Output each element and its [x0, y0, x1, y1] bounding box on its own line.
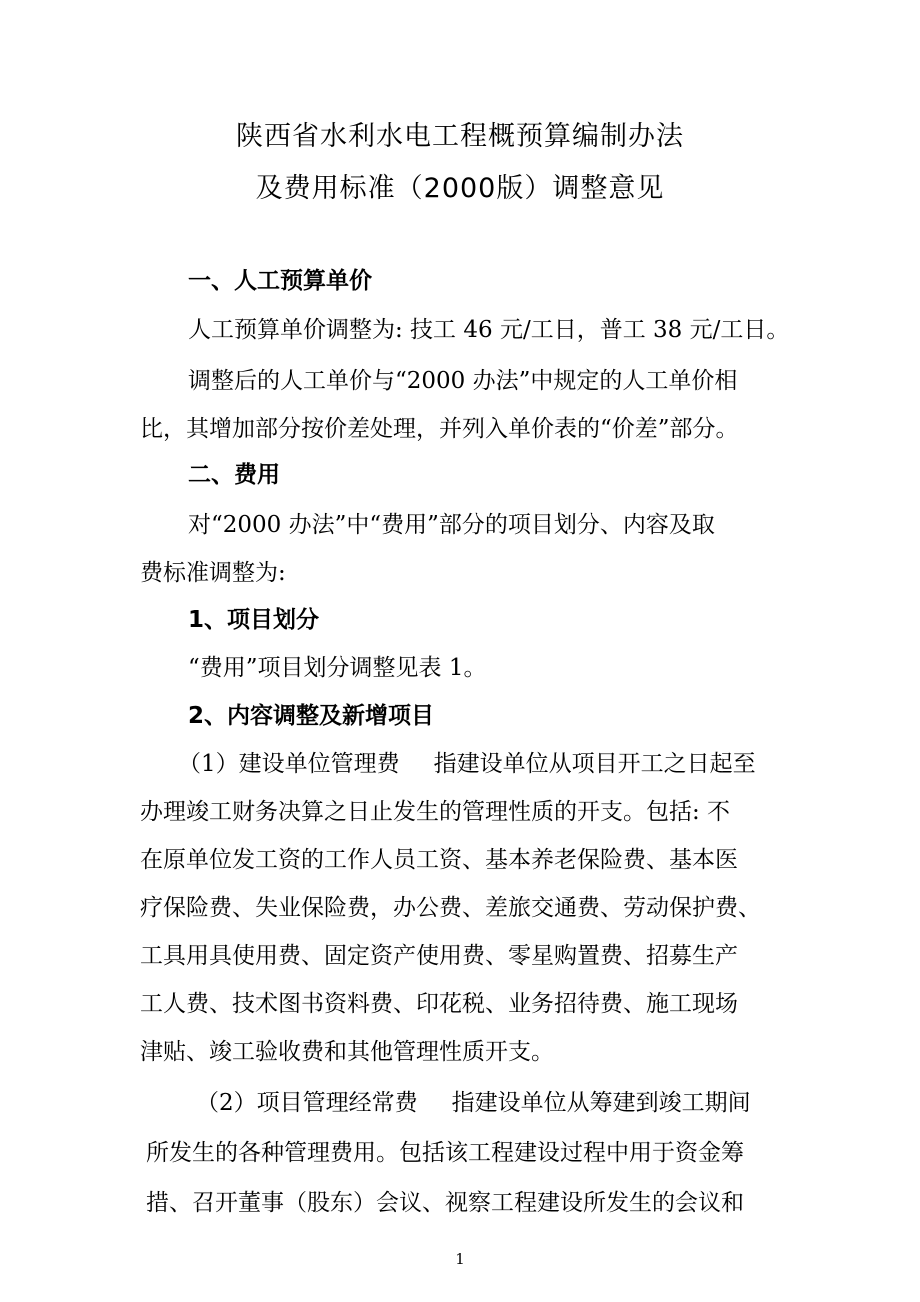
item-2-line-3: 措、召开董事（股东）会议、视察工程建设所发生的会议和 — [146, 1190, 744, 1216]
item-2-label: （2）项目管理经常费 — [196, 1090, 418, 1116]
item-2-line-1 — [196, 1088, 751, 1118]
paragraph-adjust-line-2: 比，其增加部分按价差处理，并列入单价表的“价差”部分。 — [140, 416, 739, 442]
item-1-line-2: 办理竣工财务决算之日止发生的管理性质的开支。包括: 不 — [140, 799, 731, 825]
subsection-heading-2: 2、内容调整及新增项目 — [188, 703, 435, 729]
section-heading-1: 一、人工预算单价 — [188, 268, 372, 294]
item-1-line-1 — [178, 749, 756, 779]
item-1-line-5: 工具用具使用费、固定资产使用费、零星购置费、招募生产 — [140, 943, 738, 969]
paragraph-fees-line-2: 费标准调整为: — [140, 560, 286, 586]
paragraph-item-division: “费用”项目划分调整见表 1。 — [188, 655, 487, 681]
item-2-line-2: 所发生的各种管理费用。包括该工程建设过程中用于资金筹 — [146, 1140, 744, 1166]
item-1-label: （1）建设单位管理费 — [178, 751, 400, 777]
item-1-line-7: 津贴、竣工验收费和其他管理性质开支。 — [140, 1039, 554, 1065]
item-1-text: 指建设单位从项目开工之日起至 — [433, 751, 756, 777]
paragraph-fees-line-1: 对“2000 办法”中“费用”部分的项目划分、内容及取 — [188, 512, 715, 538]
item-1-line-4: 疗保险费、失业保险费，办公费、差旅交通费、劳动保护费、 — [140, 895, 761, 921]
paragraph-adjust-line-1: 调整后的人工单价与“2000 办法”中规定的人工单价相 — [188, 368, 738, 394]
item-1-line-6: 工人费、技术图书资料费、印花税、业务招待费、施工现场 — [140, 991, 738, 1017]
document-title-line-1: 陕西省水利水电工程概预算编制办法 — [236, 121, 684, 152]
section-heading-2: 二、费用 — [188, 462, 280, 488]
item-1-line-3: 在原单位发工资的工作人员工资、基本养老保险费、基本医 — [140, 847, 738, 873]
page-number: 1 — [455, 1250, 465, 1268]
paragraph-labor-price: 人工预算单价调整为: 技工 46 元/工日，普工 38 元/工日。 — [188, 317, 790, 343]
document-title-line-2: 及费用标准（2000版）调整意见 — [255, 173, 665, 204]
item-2-text: 指建设单位从筹建到竣工期间 — [451, 1090, 751, 1116]
subsection-heading-1: 1、项目划分 — [188, 607, 320, 633]
